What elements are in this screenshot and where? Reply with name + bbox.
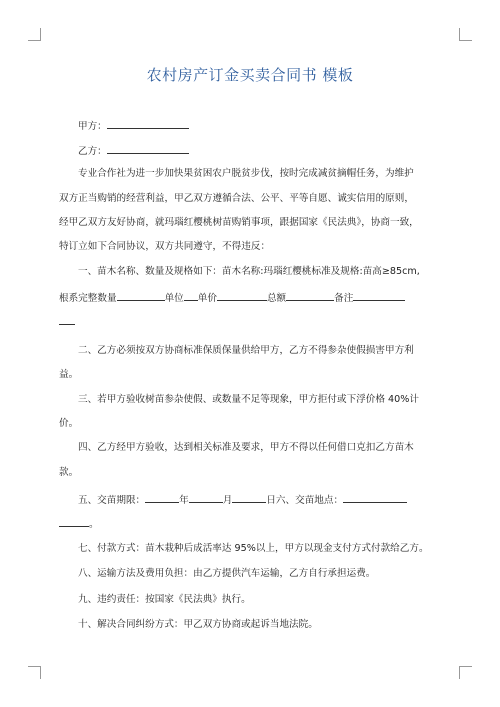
clause-8: 八、运输方法及费用负担：由乙方提供汽车运输，乙方自行承担运费。 <box>78 568 376 579</box>
clause-9: 九、违约责任：按国家《民法典》执行。 <box>78 594 251 605</box>
day-blank[interactable] <box>232 492 266 503</box>
unit-price-label: 单价 <box>197 293 217 304</box>
delivery-place-label: 日六、交苗地点： <box>266 495 344 506</box>
clause-5-line-2 <box>59 516 449 532</box>
unit-blank[interactable] <box>184 290 198 301</box>
clause-4-line-2: 款。 <box>59 467 79 478</box>
clause-5-end: 。 <box>89 519 99 530</box>
preamble-line-1: 专业合作社为进一步加快果贫困农户脱贫步伐，按时完成减贫摘帽任务，为维护 <box>78 168 414 179</box>
clause-2-line-1: 二、乙方必须按双方协商标准保质保量供给甲方，乙方不得参杂使假损害甲方利 <box>78 345 414 356</box>
clause-3-line-2: 价。 <box>59 418 79 429</box>
year-blank[interactable] <box>145 492 179 503</box>
clause-4-line-1: 四、乙方经甲方验收，达到相关标准及要求，甲方不得以任何借口克扣乙方苗木 <box>78 442 414 453</box>
delivery-period-label: 五、交苗期限： <box>78 495 146 506</box>
preamble-line-3: 经甲乙双方友好协商，就玛瑙红樱桃树苗购销事项，跟据国家《民法典》，协商一致， <box>59 217 419 228</box>
clause-2-line-2: 益。 <box>59 369 79 380</box>
clause-1-line-3 <box>59 314 449 330</box>
crop-mark-top-left <box>28 28 41 41</box>
preamble-line-4: 特订立如下合同协议，双方共同遵守，不得违反： <box>59 241 271 252</box>
party-a-line <box>78 118 189 132</box>
year-label: 年 <box>179 495 189 506</box>
clause-7: 七、付款方式：苗木栽种后成活率达 95%以上，甲方以现金支付方式付款给乙方。 <box>78 543 429 554</box>
clause-10: 十、解决合同纠纷方式：甲乙双方协商或起诉当地法院。 <box>78 619 318 630</box>
party-b-line <box>78 143 189 157</box>
delivery-place-blank-continued[interactable] <box>59 516 89 527</box>
party-b-blank[interactable] <box>107 143 189 154</box>
quantity-blank[interactable] <box>117 290 165 301</box>
crop-mark-bottom-left <box>28 666 41 679</box>
total-label: 总额 <box>266 293 287 304</box>
remarks-blank-continued[interactable] <box>59 314 75 325</box>
clause-1-line-2 <box>59 290 449 306</box>
root-quantity-label: 根系完整数量 <box>59 293 117 304</box>
month-label: 月 <box>222 495 233 506</box>
month-blank[interactable] <box>189 492 223 503</box>
clause-3-line-1: 三、若甲方验收树苗参杂使假、或数量不足等现象，甲方拒付或下浮价格 40%计 <box>78 394 419 405</box>
remarks-label: 备注 <box>334 293 354 304</box>
total-blank[interactable] <box>286 290 334 301</box>
crop-mark-top-right <box>459 28 472 41</box>
clause-5-line-1 <box>78 492 468 508</box>
party-a-label: 甲方： <box>78 121 107 132</box>
unit-label: 单位 <box>164 293 184 304</box>
clause-1-line-1: 一、苗木名称、数量及规格如下：苗木名称:玛瑙红樱桃标准及规格:苗高≥85cm, <box>78 266 420 277</box>
party-b-label: 乙方： <box>78 146 107 157</box>
unit-price-blank[interactable] <box>217 290 267 301</box>
crop-mark-bottom-right <box>459 666 472 679</box>
party-a-blank[interactable] <box>107 118 189 129</box>
delivery-place-blank[interactable] <box>343 492 407 503</box>
document-title: 农村房产订金买卖合同书 模板 <box>146 66 354 84</box>
remarks-blank[interactable] <box>353 290 405 301</box>
preamble-line-2: 双方正当购销的经营利益，甲乙双方遵循合法、公平、平等自愿、诚实信用的原则， <box>59 193 414 204</box>
